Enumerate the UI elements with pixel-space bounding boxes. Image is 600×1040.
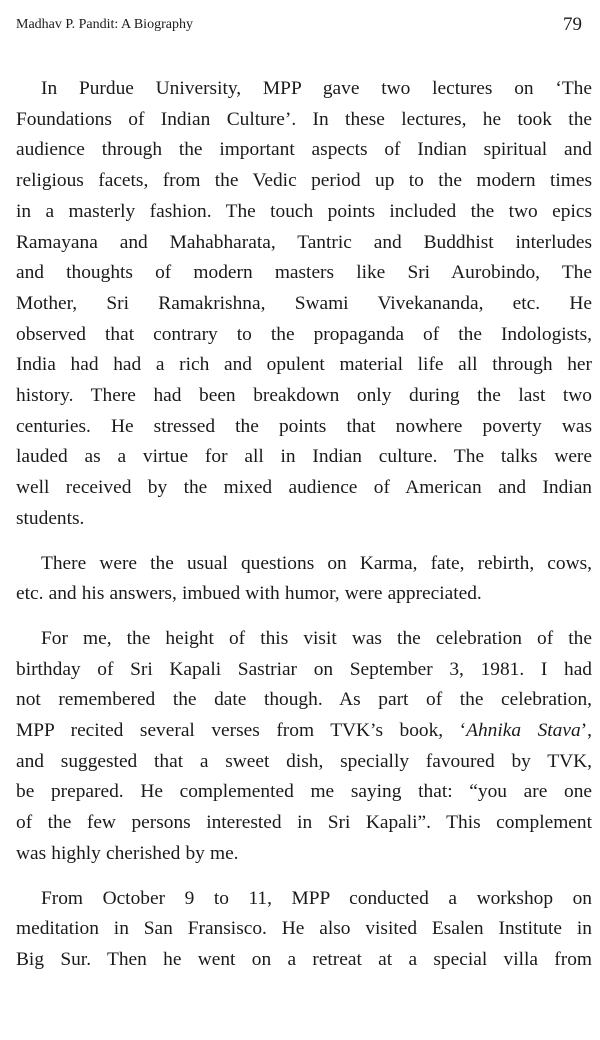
book-title-italic: Ahnika Stava	[466, 720, 581, 742]
text-line: history. There had been breakdown only during the last two	[16, 385, 592, 407]
text-line: was highly cherished by me.	[16, 842, 239, 864]
text-line: lauded as a virtue for all in Indian culture. The talks were	[16, 446, 592, 468]
text-line: centuries. He stressed the points that nowhere poverty was	[16, 415, 592, 437]
text-line: For me, the height of this visit was the celebration of the	[41, 627, 592, 649]
running-title: Madhav P. Pandit: A Biography	[16, 17, 193, 32]
paragraph-purdue-lectures	[16, 74, 592, 535]
text-line: students.	[16, 507, 85, 529]
page-number: 79	[563, 14, 582, 35]
text-line: Big Sur. Then he went on a retreat at a special villa from	[16, 948, 592, 970]
text-line: birthday of Sri Kapali Sastriar on September 3, 1981. I had	[16, 658, 592, 680]
text-line: in a masterly fashion. The touch points included the two epics	[16, 200, 592, 222]
text-line: and suggested that a sweet dish, specially favoured by TVK,	[16, 750, 592, 772]
paragraph-san-francisco-workshop	[16, 884, 592, 976]
text-line: MPP recited several verses from TVK’s book, ‘Ahnika Stava’,	[16, 720, 592, 742]
text-line: audience through the important aspects of Indian spiritual and	[16, 139, 592, 161]
text-line: Ramayana and Mahabharata, Tantric and Buddhist interludes	[16, 231, 592, 253]
paragraph-questions	[16, 549, 592, 610]
text-line: Mother, Sri Ramakrishna, Swami Vivekananda, etc. He	[16, 292, 592, 314]
text-line: Foundations of Indian Culture’. In these lectures, he took the	[16, 108, 592, 130]
text-line: From October 9 to 11, MPP conducted a workshop on	[41, 887, 592, 909]
text-line: meditation in San Fransisco. He also visited Esalen Institute in	[16, 918, 592, 940]
text-line: and thoughts of modern masters like Sri Aurobindo, The	[16, 262, 592, 284]
text-line: be prepared. He complemented me saying that: “you are one	[16, 781, 592, 803]
text-line: There were the usual questions on Karma, fate, rebirth, cows,	[41, 552, 592, 574]
text-line: India had had a rich and opulent material life all through her	[16, 354, 592, 376]
text-line: religious facets, from the Vedic period up to the modern times	[16, 170, 592, 192]
text-line: well received by the mixed audience of American and Indian	[16, 477, 592, 499]
body-text	[16, 74, 592, 990]
text-line: of the few persons interested in Sri Kapali”. This complement	[16, 812, 592, 834]
text-line: etc. and his answers, imbued with humor, were appreciated.	[16, 583, 482, 605]
text-line: In Purdue University, MPP gave two lectures on ‘The	[41, 78, 592, 99]
running-header	[16, 14, 582, 38]
paragraph-kapali-birthday	[16, 624, 592, 870]
text-line: observed that contrary to the propaganda of the Indologists,	[16, 323, 592, 345]
text-line: not remembered the date though. As part of the celebration,	[16, 689, 592, 711]
